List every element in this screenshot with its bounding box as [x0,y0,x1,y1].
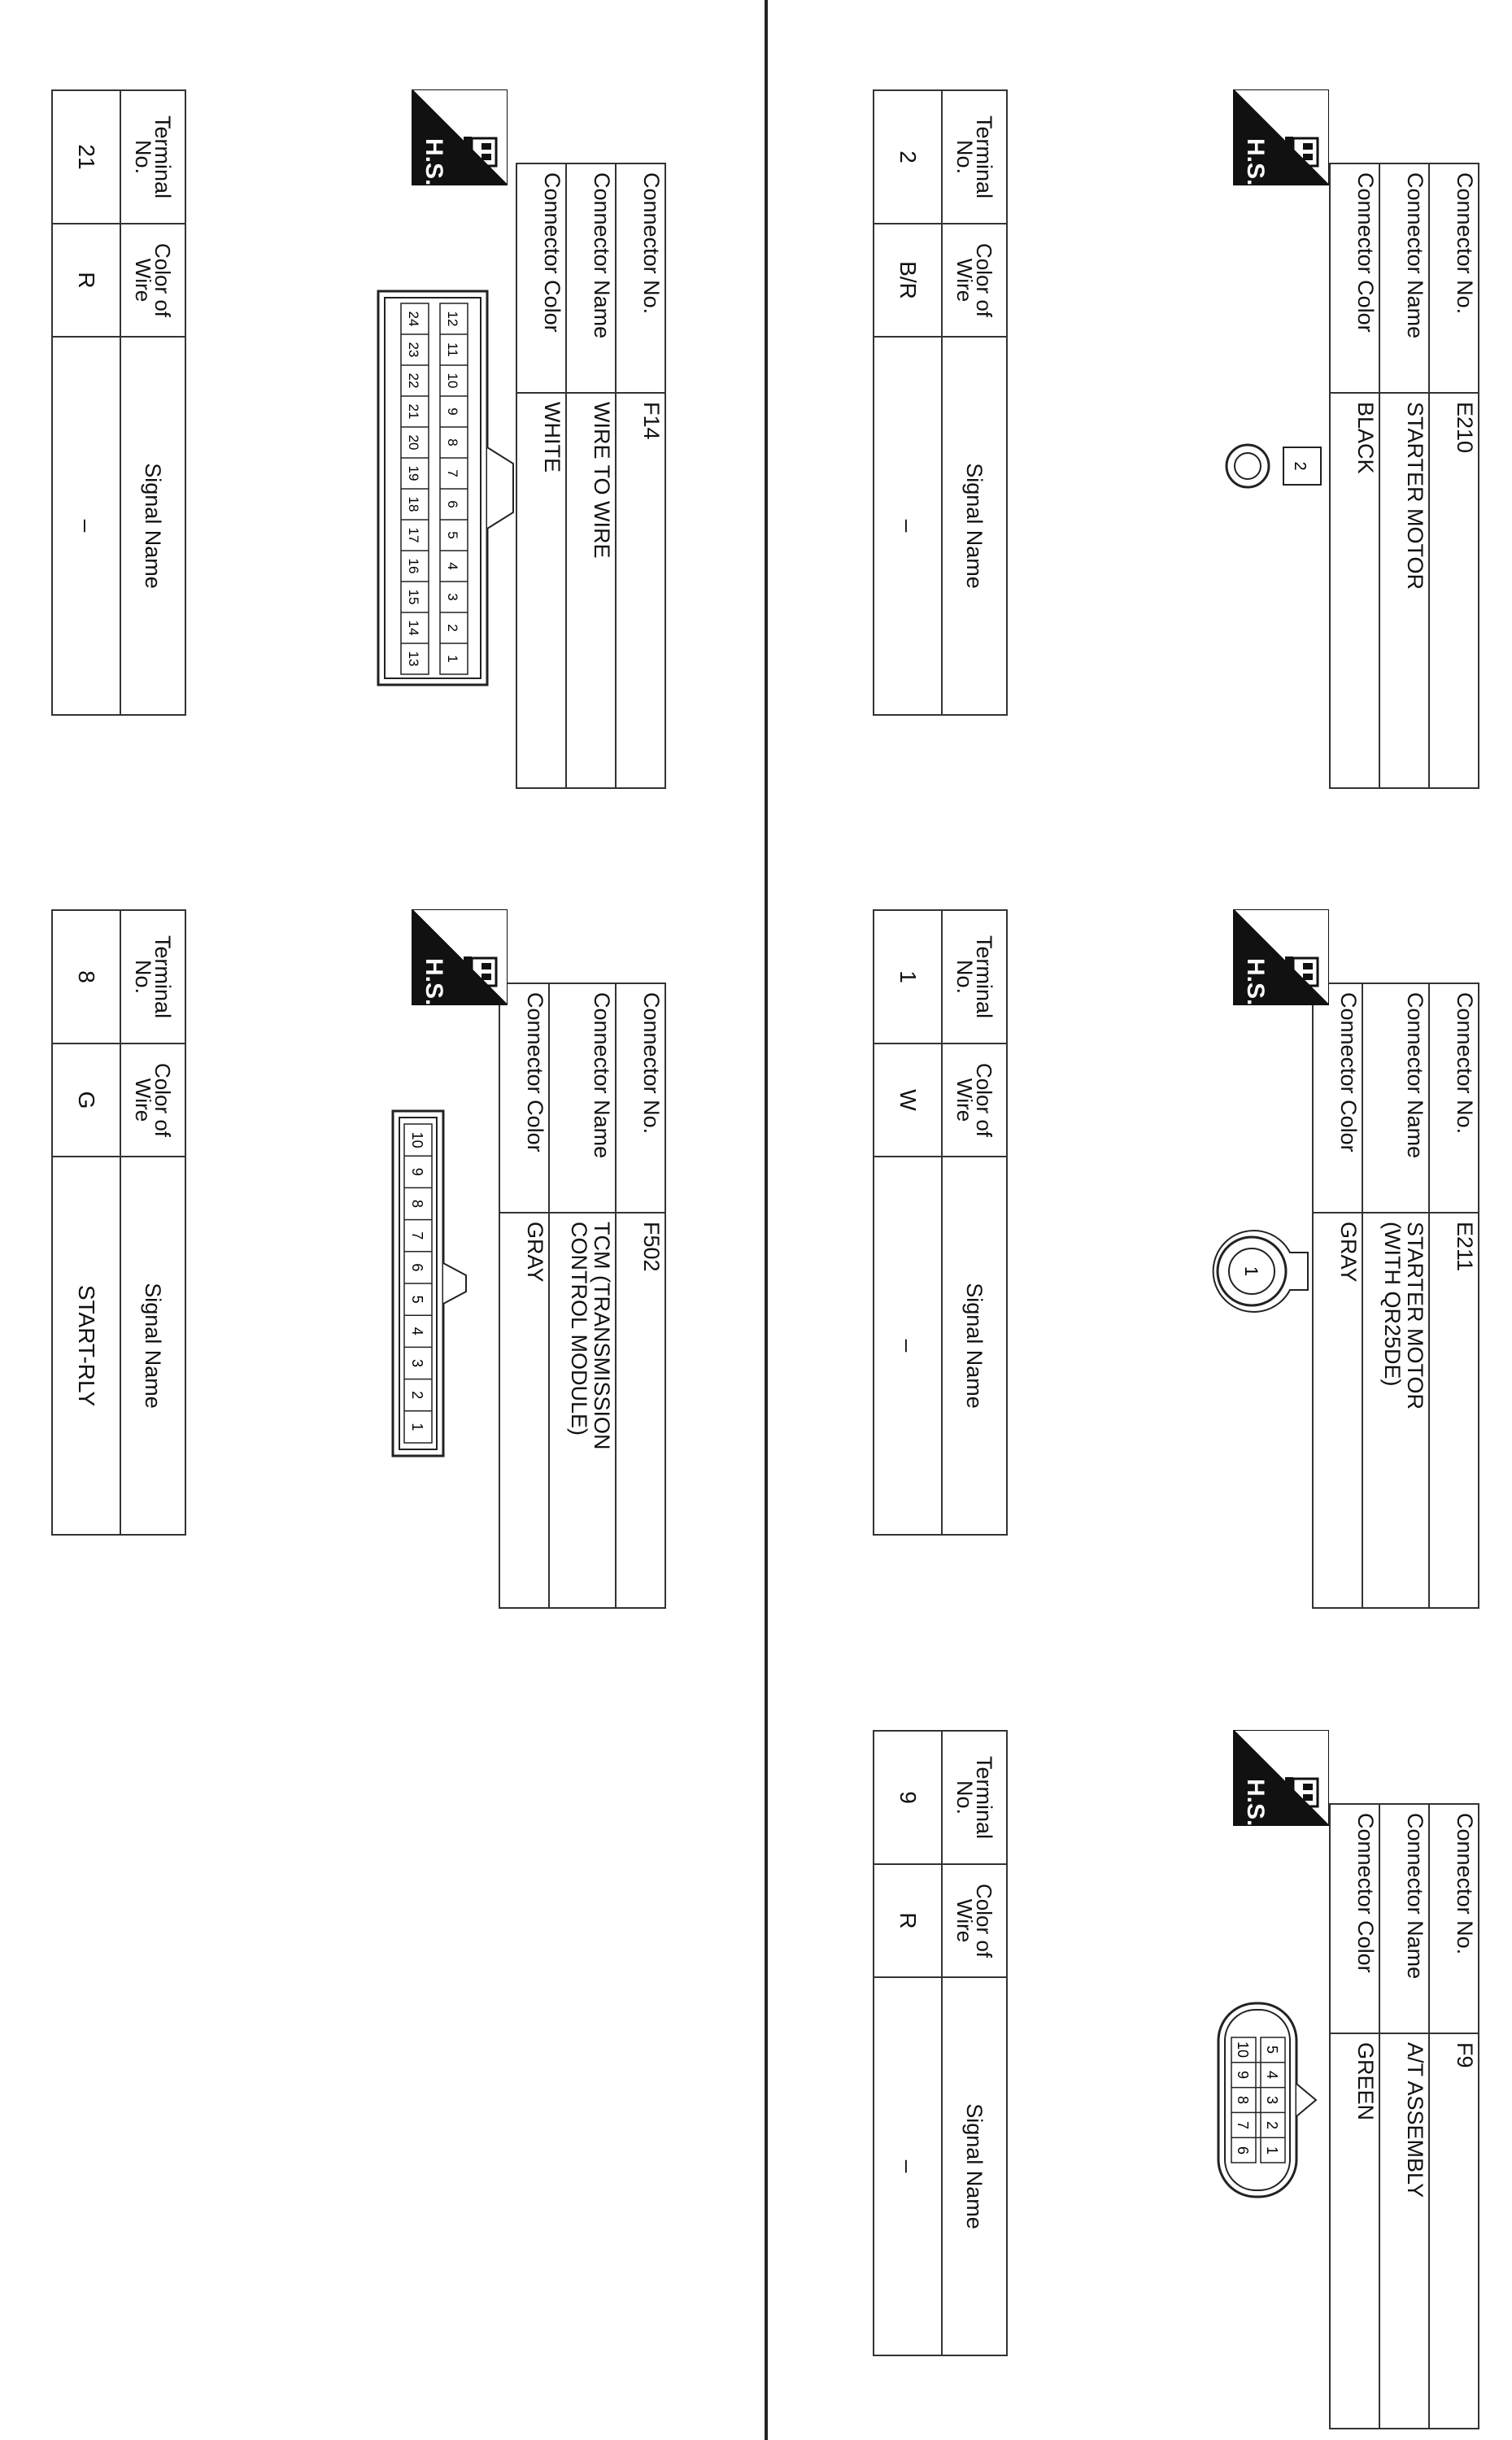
pin-label: 10 [445,373,460,389]
pin-label: 6 [409,1263,425,1272]
connector-face-f9 [1211,1998,1321,2202]
signal-name-cell: – [52,337,120,715]
signal-name-header: Signal Name [942,337,1007,715]
color-of-wire-header: Color of Wire [942,1864,1007,1977]
hs-label: H.S. [1242,138,1269,185]
connector-color-label: Connector Color [499,983,549,1213]
pin-label: 22 [406,373,421,389]
terminal-no-header: Terminal No. [942,90,1007,224]
pin-label: 18 [406,496,421,512]
signal-name-cell: – [874,337,942,715]
connector-info-table [1312,983,1479,1609]
pin-label: 4 [445,562,460,570]
terminal-no-cell: 8 [52,910,120,1044]
wire-color-cell: W [874,1044,942,1157]
connector-color-value: GRAY [499,1213,549,1608]
connector-color-label: Connector Color [1330,1804,1379,2033]
pin-label: 15 [406,589,421,605]
pin-label: 24 [406,311,421,327]
connector-color-value: BLACK [1330,393,1379,788]
signal-name-header: Signal Name [120,337,185,715]
harness-side-icon [412,909,508,1005]
pin-label: 2 [1291,461,1309,471]
pin-label: 3 [445,593,460,601]
pin-label: 14 [406,620,421,636]
terminal-no-cell: 9 [874,1731,942,1864]
pin-label: 12 [445,311,460,327]
pin-label: 16 [406,558,421,574]
pin-label: 9 [1235,2070,1251,2080]
signal-name-cell: – [874,1157,942,1535]
terminal-no-cell: 2 [874,90,942,224]
pin-label: 1 [445,655,460,663]
connector-name-label: Connector Name [566,163,616,393]
terminal-no-cell: 1 [874,910,942,1044]
pin-label: 21 [406,403,421,420]
color-of-wire-header: Color of Wire [120,1044,185,1157]
page-divider [765,0,768,2440]
pin-label: 4 [409,1327,425,1335]
terminal-no-cell: 21 [52,90,120,224]
pin-label: 1 [409,1423,425,1431]
connector-no-label: Connector No. [1429,1804,1479,2033]
pin-label: 17 [406,527,421,543]
terminal-no-header: Terminal No. [942,910,1007,1044]
signal-name-cell: – [874,1977,942,2355]
harness-side-icon [1233,909,1329,1005]
connector-face-e210 [1211,415,1329,512]
pin-label: 8 [1235,2095,1251,2105]
connector-info-table [516,163,666,789]
connector-no-label: Connector No. [616,163,665,393]
pin-label: 20 [406,434,421,451]
wire-color-cell: R [874,1864,942,1977]
connector-name-label: Connector Name [1362,983,1429,1213]
connector-color-label: Connector Color [516,163,566,393]
color-of-wire-header: Color of Wire [942,224,1007,337]
hs-label: H.S. [420,138,447,185]
terminal-no-header: Terminal No. [120,90,185,224]
connector-name-value: STARTER MOTOR (WITH QR25DE) [1362,1213,1429,1608]
pin-label: 8 [409,1199,425,1209]
connector-name-value: WIRE TO WIRE [566,393,616,788]
connector-name-label: Connector Name [549,983,616,1213]
signal-name-header: Signal Name [120,1157,185,1535]
harness-side-icon [1233,89,1329,185]
terminal-table [873,1730,1008,2356]
connector-face-f14 [369,285,520,691]
pin-label: 1 [1241,1266,1261,1277]
connector-info-table [499,983,666,1609]
pin-label: 5 [445,531,460,539]
pin-label: 7 [409,1231,425,1240]
connector-face-e211 [1203,1218,1313,1324]
pin-label: 6 [445,500,460,508]
connector-color-label: Connector Color [1313,983,1362,1213]
pin-label: 9 [409,1167,425,1176]
wire-color-cell: B/R [874,224,942,337]
pin-label: 19 [406,465,421,481]
connector-no-value: F9 [1429,2033,1479,2429]
terminal-table [51,909,186,1536]
pin-label: 8 [445,438,460,447]
terminal-table [873,89,1008,716]
terminal-table [51,89,186,716]
connector-name-value: TCM (TRANSMISSION CONTROL MODULE) [549,1213,616,1608]
terminal-no-header: Terminal No. [942,1731,1007,1864]
connector-info-table [1329,163,1479,789]
harness-side-icon [412,89,508,185]
connector-info-table [1329,1803,1479,2429]
harness-side-icon [1233,1730,1329,1826]
connector-color-label: Connector Color [1330,163,1379,393]
pin-label: 2 [1264,2120,1280,2130]
pin-label: 5 [409,1295,425,1304]
pin-label: 7 [1235,2120,1251,2130]
connector-name-value: A/T ASSEMBLY [1379,2033,1429,2429]
color-of-wire-header: Color of Wire [942,1044,1007,1157]
connector-no-label: Connector No. [1429,163,1479,393]
connector-no-value: F14 [616,393,665,788]
connector-no-label: Connector No. [1429,983,1479,1213]
connector-no-value: E211 [1429,1213,1479,1608]
pin-label: 6 [1235,2146,1251,2155]
pin-label: 5 [1264,2045,1280,2054]
pin-label: 10 [409,1131,425,1148]
connector-name-value: STARTER MOTOR [1379,393,1429,788]
connector-color-value: GRAY [1313,1213,1362,1608]
hs-label: H.S. [1242,1779,1269,1826]
connector-color-value: WHITE [516,393,566,788]
connector-no-value: E210 [1429,393,1479,788]
hs-label: H.S. [1242,958,1269,1005]
pin-label: 7 [445,469,460,477]
connector-face-f502 [386,1105,471,1462]
pin-label: 11 [445,342,460,357]
connector-color-value: GREEN [1330,2033,1379,2429]
pin-label: 23 [406,342,421,358]
pin-label: 3 [409,1358,425,1368]
pin-label: 10 [1235,2041,1251,2059]
terminal-no-header: Terminal No. [120,910,185,1044]
pin-label: 13 [406,651,421,667]
pin-label: 9 [445,407,460,416]
signal-name-cell: START-RLY [52,1157,120,1535]
pin-label: 3 [1264,2095,1280,2105]
signal-name-header: Signal Name [942,1157,1007,1535]
connector-name-label: Connector Name [1379,163,1429,393]
pin-label: 4 [1264,2070,1280,2080]
terminal-table [873,909,1008,1536]
pin-label: 1 [1264,2146,1280,2155]
wire-color-cell: G [52,1044,120,1157]
connector-name-label: Connector Name [1379,1804,1429,2033]
pin-label: 2 [445,624,460,632]
signal-name-header: Signal Name [942,1977,1007,2355]
hs-label: H.S. [420,958,447,1005]
pin-label: 2 [409,1391,425,1400]
connector-no-value: F502 [616,1213,665,1608]
connector-no-label: Connector No. [616,983,665,1213]
wire-color-cell: R [52,224,120,337]
color-of-wire-header: Color of Wire [120,224,185,337]
